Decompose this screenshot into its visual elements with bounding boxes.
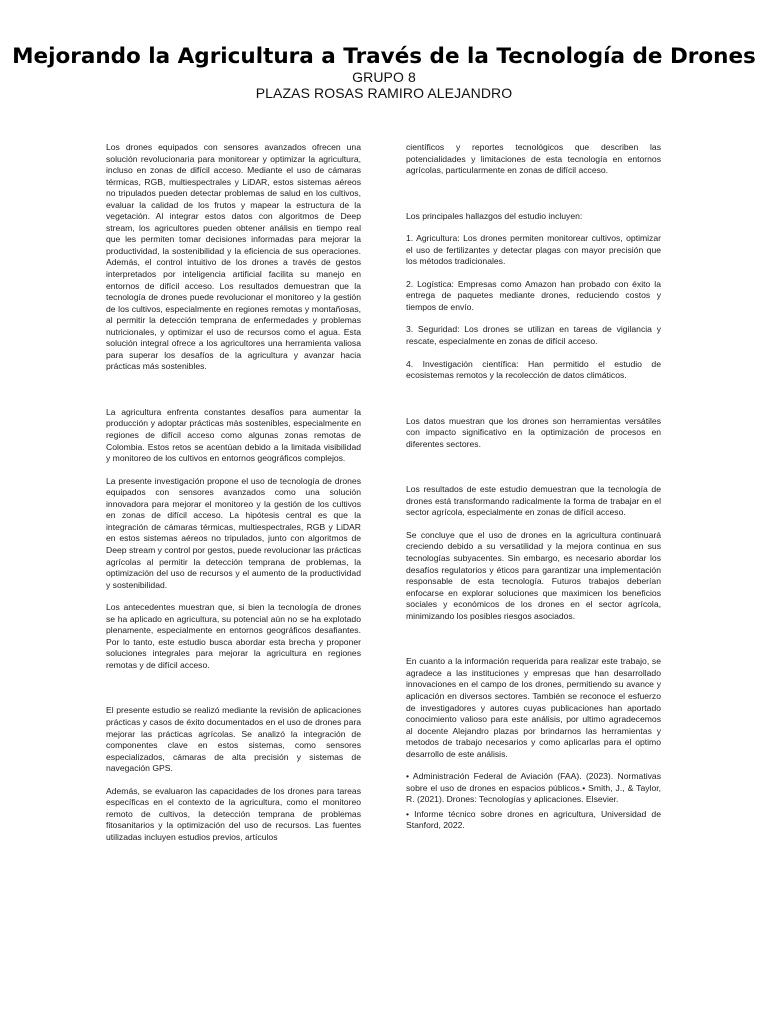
methodology-continued-paragraph: Además, se evaluaron las capacidades de los drones para tareas específicas en el contexto de la agricultura, como el monitoreo remoto de cultivos, la detección temprana de problemas fitosanitarios y la optimización del uso de recursos. Las fuentes utilizadas incluyen estudios previos, artículos	[106, 785, 361, 842]
introduction-paragraph: La agricultura enfrenta constantes desafíos para aumentar la producción y adoptar prácticas más sostenibles, especialmente en regiones de difícil acceso como algunas zonas remotas de Colombia. Estos retos se acentúan debido a la limitada visibilidad y monitoreo de los cultivos en entornos geográficos complejos.	[106, 406, 361, 464]
document-header	[0, 44, 768, 101]
methodology-paragraph: El presente estudio se realizó mediante la revisión de aplicaciones prácticas y casos de éxito documentados en el uso de drones para mejorar las prácticas agrícolas. Se analizó la integración de componentes clave en estos sistemas, como sensores especializados, cámaras de alta precisión y sistemas de navegación GPS.	[106, 705, 361, 774]
abstract-paragraph: Los drones equipados con sensores avanzados ofrecen una solución revolucionaria para monitorear y optimizar la agricultura, incluso en zonas de difícil acceso. Mediante el uso de cámaras térmicas, RGB, multiespectrales y LiDAR, estos sistemas aéreos no tripulados pueden detectar problemas de salud en los cultivos, evaluar la calidad de los frutos y mapear la estructura de la vegetación. Al integrar estos datos con algoritmos de Deep stream, los agricultores pueden obtener análisis en tiempo real que les permiten tomar decisiones informadas para mejorar la productividad, la sostenibilidad y la eficiencia de sus operaciones. Además, el control intuitivo de los drones a través de gestos interpretados por inteligencia artificial facilita su manejo en entornos de difícil acceso. Los resultados demuestran que la tecnología de drones puede revolucionar el monitoreo y la gestión de los cultivos, especialmente en regiones remotas y montañosas, al permitir la detección temprana de enfermedades y problemas nutricionales, y optimizar el uso de recursos como el agua. Esta solución integral ofrece a los agricultores una herramienta valiosa para superar los desafíos de la agricultura y avanzar hacia prácticas más sostenibles.	[106, 142, 361, 372]
finding-agriculture: 1. Agricultura: Los drones permiten monitorear cultivos, optimizar el uso de fertilizantes y detectar plagas con mayor precisión que los métodos tradicionales.	[406, 233, 661, 267]
hypothesis-paragraph: La presente investigación propone el uso de tecnología de drones equipados con sensores avanzados como una solución innovadora para mejorar el monitoreo y la gestión de los cultivos en zonas de difícil acceso. La hipótesis central es que la integración de cámaras térmicas, multiespectrales, RGB y LiDAR en estos sistemas aéreos no tripulados, junto con algoritmos de Deep stream y control por gestos, puede revolucionar las prácticas agrícolas al permitir la detección temprana de problemas, la optimización del uso de recursos y el aumento de la productividad y sostenibilidad.	[106, 475, 361, 590]
group-label: GRUPO 8	[352, 69, 416, 85]
background-paragraph: Los antecedentes muestran que, si bien la tecnología de drones se ha aplicado en agricultura, su potencial aún no se ha explotado plenamente, especialmente en entornos geográficos desafiantes. Por lo tanto, este estudio busca abordar esta brecha y proponer soluciones integrales para mejorar la agricultura en regiones remotas y de difícil acceso.	[106, 602, 361, 670]
document-title: Mejorando la Agricultura a Través de la Tecnología de Drones	[12, 44, 756, 69]
results-paragraph: Los resultados de este estudio demuestran que la tecnología de drones está transformando radicalmente la forma de trabajar en el sector agrícola, especialmente en zonas de difícil acceso.	[406, 484, 661, 518]
reference-item: • Administración Federal de Aviación (FAA). (2023). Normativas sobre el uso de drones en espacios públicos.• Smith, J., & Taylor, R. (2021). Drones: Tecnologías y aplicaciones. Elsevier.	[406, 771, 661, 805]
finding-research: 4. Investigación científica: Han permitido el estudio de ecosistemas remotos y la recolección de datos climáticos.	[406, 358, 661, 381]
finding-logistics: 2. Logística: Empresas como Amazon han probado con éxito la entrega de paquetes mediante drones, reduciendo costos y tiempos de envío.	[406, 278, 661, 312]
findings-intro: Los principales hallazgos del estudio incluyen:	[406, 210, 583, 221]
reference-item: • Informe técnico sobre drones en agricultura, Universidad de Stanford, 2022.	[406, 808, 661, 831]
left-column	[106, 142, 361, 854]
data-summary-paragraph: Los datos muestran que los drones son herramientas versátiles con impacto significativo en la optimización de procesos en diferentes sectores.	[406, 415, 661, 449]
right-column	[406, 142, 661, 835]
sources-continued-paragraph: científicos y reportes tecnológicos que describen las potencialidades y limitaciones de esta tecnología en entornos agrícolas, particularmente en zonas de difícil acceso.	[406, 142, 661, 176]
references-list	[406, 771, 661, 832]
acknowledgements-paragraph: En cuanto a la información requerida para realizar este trabajo, se agradece a las instituciones y empresas que han desarrollado innovaciones en el campo de los drones, permitiendo su avance y aplicación en diversos sectores. También se reconoce el esfuerzo de investigadores y autores cuyas publicaciones han aportado conocimiento valioso para este análisis, por ultimo agradecemos al docente Alejandro plazas por brindarnos las herramientas y metodos de trabajo necesarios y como aplicarlas para el optimo desarrollo de este análisis.	[406, 656, 661, 759]
conclusion-paragraph: Se concluye que el uso de drones en la agricultura continuará creciendo debido a su versatilidad y la mejora continua en sus tecnologías subyacentes. Sin embargo, es necesario abordar los desafíos regulatorios y éticos para garantizar una implementación responsable de esta tecnología. Futuros trabajos deberían enfocarse en explorar soluciones que maximicen los beneficios sociales y económicos de los drones en el sector agrícola, minimizando los posibles riesgos asociados.	[406, 529, 661, 621]
author-name: PLAZAS ROSAS RAMIRO ALEJANDRO	[255, 85, 513, 101]
finding-security: 3. Seguridad: Los drones se utilizan en tareas de vigilancia y rescate, especialmente en zonas de difícil acceso.	[406, 324, 661, 347]
